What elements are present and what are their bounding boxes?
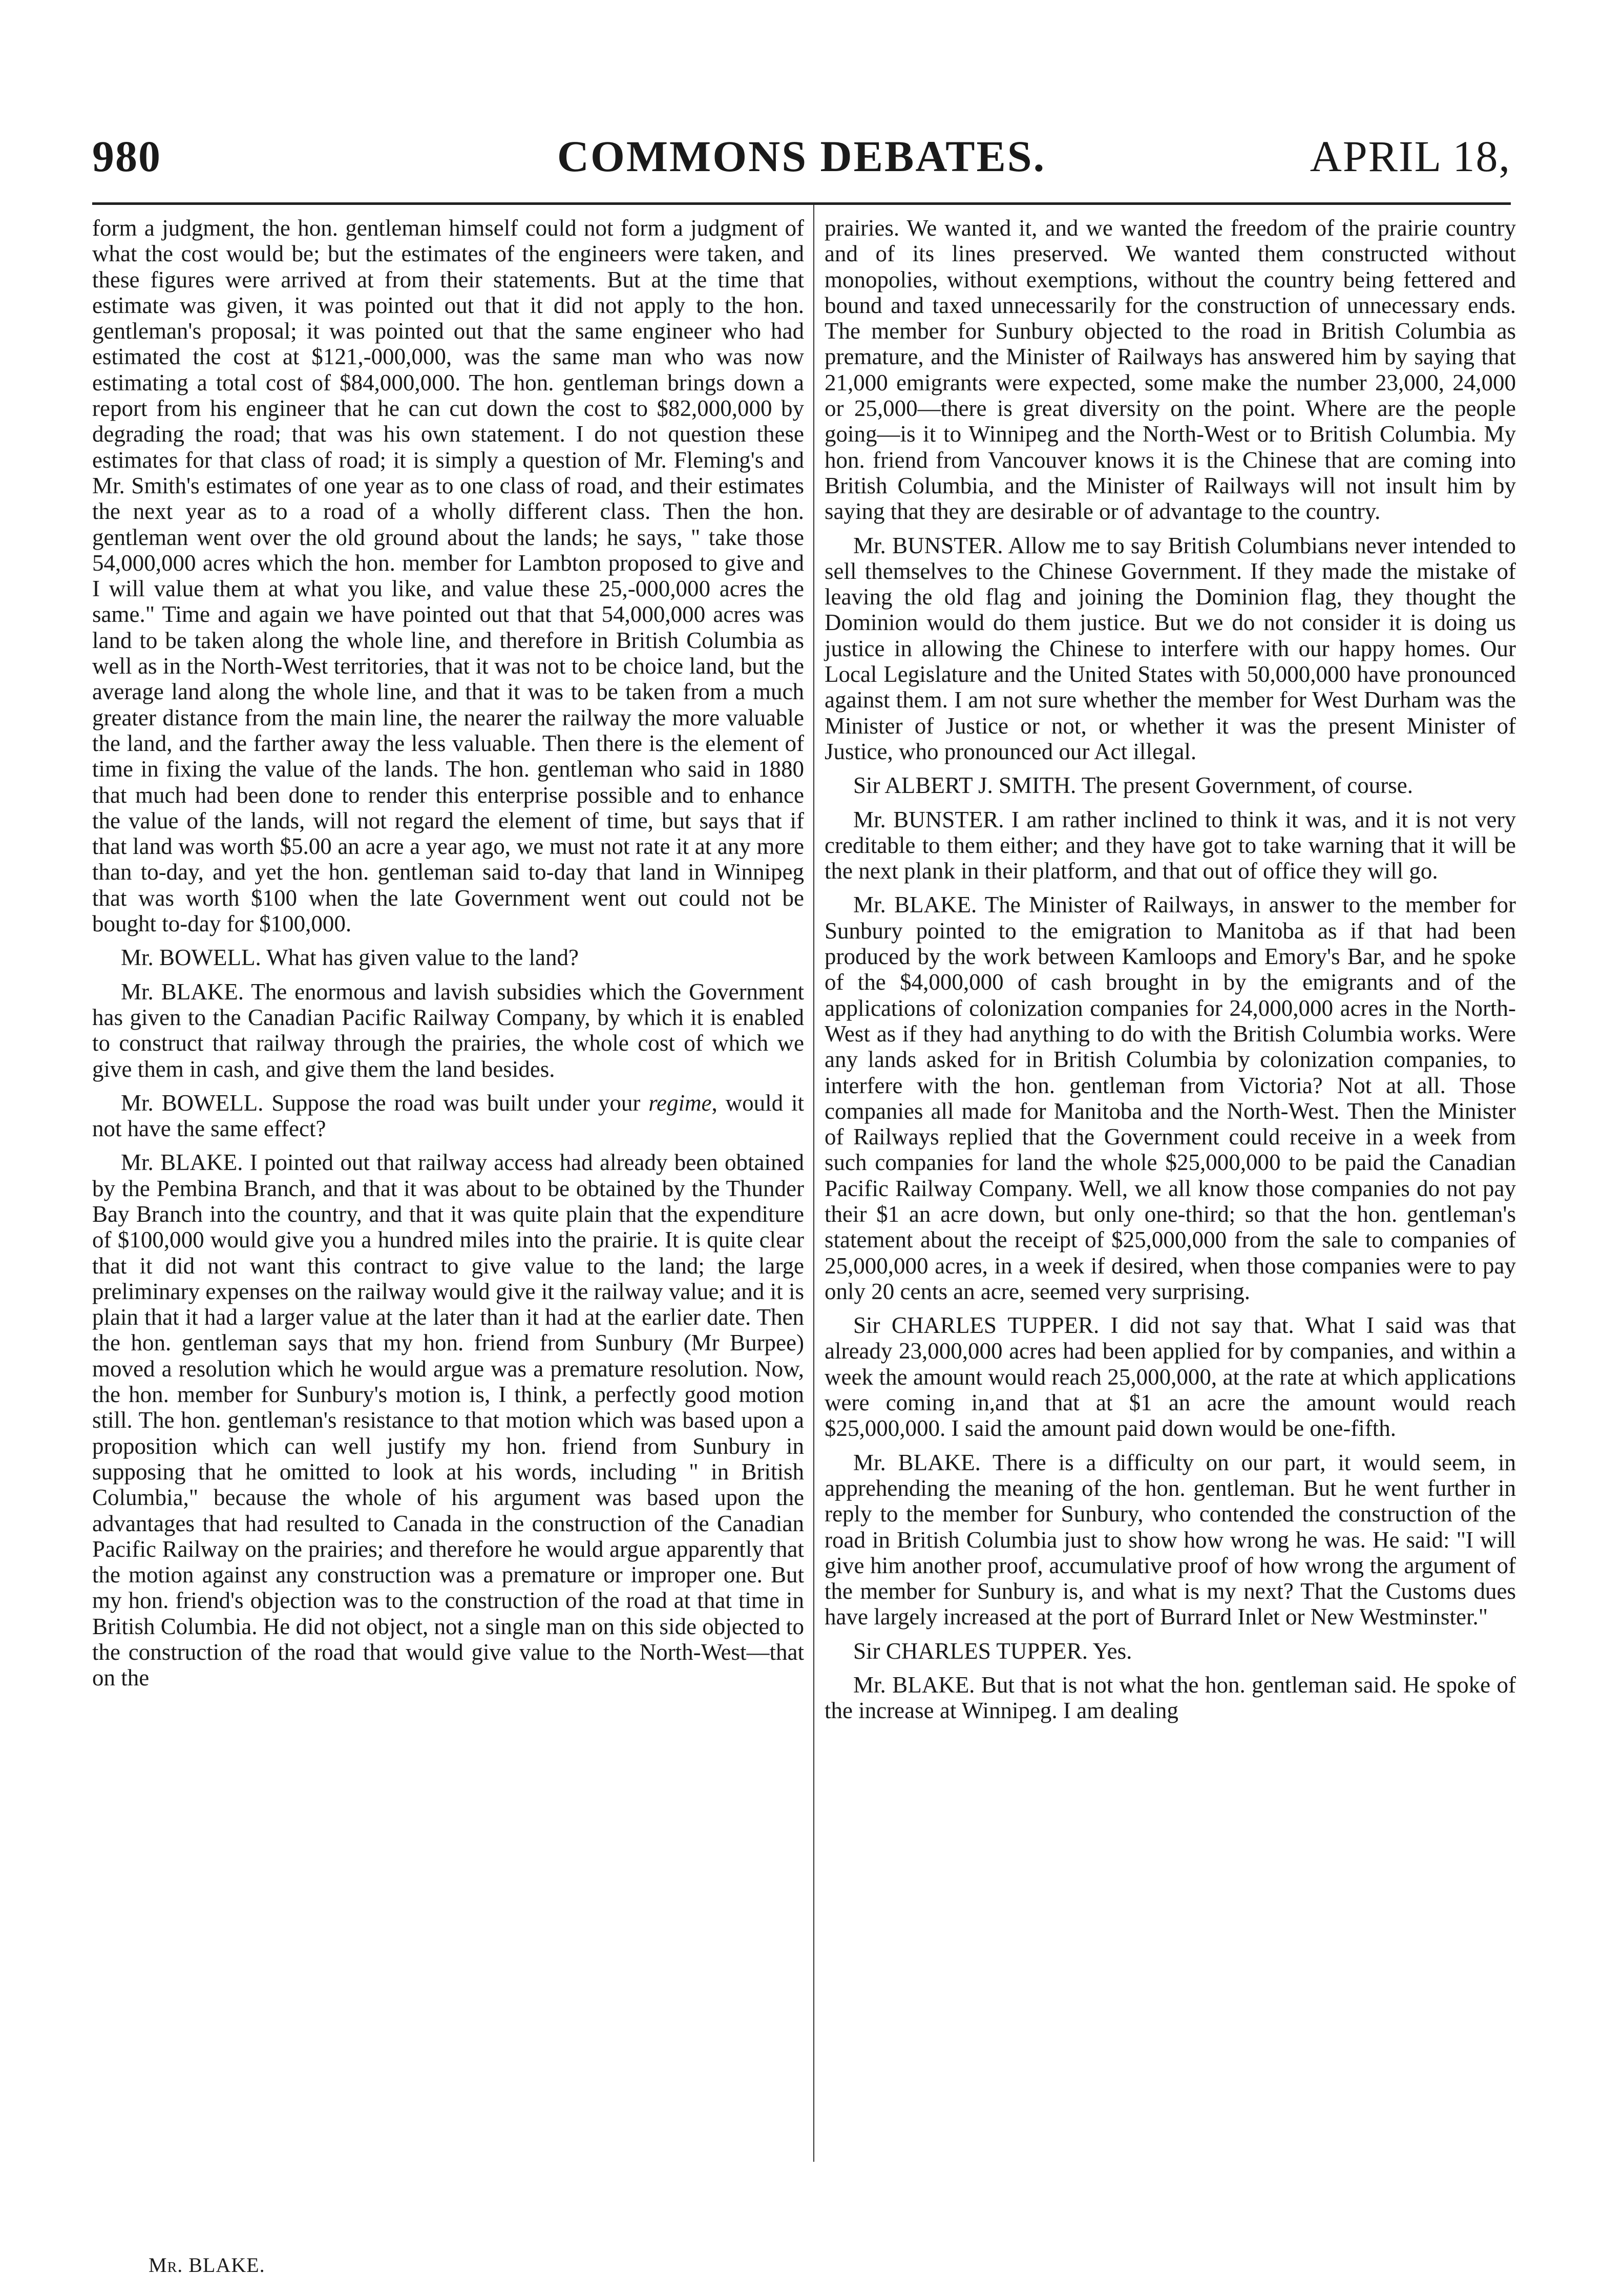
paragraph-text: Yes. bbox=[1092, 1638, 1132, 1664]
paragraph-text: prairies. We wanted it, and we wanted the freedom of the prairie country and of its lines preserved. We wanted them constructed without monopolies, without exemptions, without the country being fettered and bound and taxed unnecessarily for the construction of unnecessary ends. The member for Sunbury objected to the road in British Columbia as premature, and the Minister of Railways has answered him by saying that 21,000 emigrants were expected, some make the number 23,000, 24,000 or 25,000—there is great diversity on the point. Where are the people going—is it to Winnipeg and the North-West or to British Columbia. My hon. friend from Vancouver knows it is the Chinese that are coming into British Columbia, and the Minister of Railways will not insult him by saying that they are desirable or of advantage to the country. bbox=[825, 215, 1516, 525]
speaker-name: Mr. BOWELL. bbox=[121, 945, 261, 971]
paragraph-text: The enormous and lavish subsidies which the Government has given to the Canadian Pacific Railway Company, by which it is enabled to construct that railway through the prairies, the whole cost of which we give them in cash, and give them the land besides. bbox=[92, 978, 805, 1082]
paragraph-text: form a judgment, the hon. gentleman himself could not form a judgment of what the cost would be; but the estimates of the engineers were taken, and these figures were arrived at from their statements. But at the time that estimate was given, it was pointed out that it did not apply to the hon. gentleman's proposal; it was pointed out that the same engineer who had estimated the cost at $121,-000,000, was the same man who was now estimating a total cost of $84,000,000. The hon. gentleman brings down a report from his engineer that he can cut down the cost to $82,000,000 by degrading the road; that was his own statement. I do not question these estimates for that class of road; it is simply a question of Mr. Fleming's and Mr. Smith's estimates of one year as to one class of road, and their estimates the next year as to a road of a wholly different class. Then the hon. gentleman went over the old ground about the lands; he says, " take those 54,000,000 acres which the hon. member for Lambton proposed to give and I will value them at what you like, and value these 25,-000,000 acres the same." Time and again we have pointed out that that 54,000,000 acres was land to be taken along the whole line, and therefore in British Columbia as well as in the North-West territories, that it was not to be choice land, but the average land along the whole line, and that it was to be taken from a much greater distance from the main line, the nearer the railway the more valuable the land, and the farther away the less valuable. Then there is the element of time in fixing the value of the lands. The hon. gentleman who said in 1880 that much had been done to render this enterprise possible and to enhance the value of the lands, will not regard the element of time, but says that if that land was worth $5.00 an acre a year ago, we must not rate it at any more than to-day, and yet the hon. gentleman said to-day that land in Winnipeg that was worth $100 when the late Government went out could not be bought to-day for $100,000. bbox=[92, 215, 804, 937]
header-rule bbox=[92, 202, 1511, 205]
paragraph-text: There is a difficulty on our part, it would seem, in apprehending the meaning of the hon. gentleman. But he went further in reply to the member for Sunbury, who contended the construction of the road in British Columbia just to show how wrong he was. He said: "I will give him another proof, accumulative proof of how wrong the argument of the member for Sunbury is, and what is my next? That the Customs dues have largely increased at the port of Burrard Inlet or New Westminster." bbox=[825, 1449, 1516, 1630]
speaker-name: Sir CHARLES TUPPER. bbox=[853, 1312, 1100, 1339]
paragraph-text: I am rather inclined to think it was, and it is not very creditable to them either; and they have got to take warning that it will be the next plank in their platform, and that out of office they will go. bbox=[825, 806, 1516, 884]
paragraph bbox=[92, 979, 804, 1082]
speaker-name: Sir CHARLES TUPPER. bbox=[853, 1638, 1088, 1664]
paragraph-text: Suppose the road was built under your regime, would it not have the same effect? bbox=[92, 1090, 804, 1142]
paragraph bbox=[92, 1150, 804, 1690]
speaker-name: Mr. BOWELL. bbox=[121, 1090, 264, 1116]
paragraph bbox=[92, 215, 804, 936]
paragraph bbox=[92, 1090, 804, 1142]
left-column bbox=[92, 215, 804, 1699]
speaker-name: Mr. BLAKE. bbox=[853, 1672, 975, 1698]
paragraph bbox=[825, 1312, 1516, 1441]
paragraph-text: The present Government, of course. bbox=[1081, 773, 1413, 799]
right-column bbox=[825, 215, 1516, 1732]
page-header bbox=[92, 131, 1511, 197]
paragraph-text: I pointed out that railway access had already been obtained by the Pembina Branch, and that it was about to be obtained by the Thunder Bay Branch into the country, and that it was quite plain that the expenditure of $100,000 would give you a hundred miles into the prairie. It is quite clear that it did not want this contract to give value to the land; the large preliminary expenses on the railway would give it the railway value; and it is plain that it had a larger value at the later than it had at the earlier date. Then the hon. gentleman says that my hon. friend from Sunbury (Mr Burpee) moved a resolution which he would argue was a premature resolution. Now, the hon. member for Sunbury's motion is, I think, a perfectly good motion still. The hon. gentleman's resistance to that motion which was based upon a proposition which can well justify my hon. friend from Sunbury in supposing that he omitted to look at his words, including " in British Columbia," because the whole of his argument was based upon the advantages that had resulted to Canada in the construction of the Canadian Pacific Railway on the prairies; and therefore he would argue apparently that the motion against any construction was a premature or improper one. But my hon. friend's objection was to the construction of the road at that time in British Columbia. He did not object, not a single man on this side objected to the construction of the road that would give value to the North-West—that on the bbox=[92, 1150, 805, 1691]
paragraph bbox=[825, 533, 1516, 765]
speaker-name: Sir ALBERT J. SMITH. bbox=[853, 773, 1077, 799]
speaker-name: Mr. BUNSTER. bbox=[853, 806, 1004, 832]
paragraph-text: The Minister of Railways, in answer to the member for Sunbury pointed to the emigration to Manitoba as if that had been produced by the work between Kamloops and Emory's Bar, and he spoke of the $4,000,000 of cash brought in by the emigrants and of the applications of colonization companies for 24,000,000 acres in the North-West as if they had anything to do with the British Columbia works. Were any lands asked for in British Columbia by colonization companies, to interfere with the hon. gentleman from Victoria? Not at all. Those companies all made for Manitoba and the North-West. Then the Minister of Railways replied that the Government could receive in a week from such companies for land the whole $25,000,000 to be paid the Canadian Pacific Railway Company. Well, we all know those companies do not pay their $1 an acre down, but only one-third; so that the hon. gentleman's statement about the receipt of $25,000,000 from the sale to companies of 25,000,000 acres, in a week if desired, when those companies were to pay only 20 cents an acre, seemed very surprising. bbox=[825, 892, 1516, 1304]
paragraph bbox=[825, 892, 1516, 1304]
paragraph bbox=[92, 945, 804, 970]
paragraph-text: What has given value to the land? bbox=[266, 945, 579, 971]
footer-speaker-ref: Mr. BLAKE. bbox=[149, 2253, 265, 2277]
paragraph bbox=[825, 215, 1516, 525]
paragraph-text: Allow me to say British Columbians never intended to sell themselves to the Chinese Government. If they made the mistake of leaving the old flag and joining the Dominion flag, they thought the Dominion would do them justice. But we do not consider it is doing us justice in allowing the Chinese to interfere with our happy homes. Our Local Legislature and the United States with 50,000,000 have pronounced against them. I am not sure whether the member for West Durham was the Minister of Justice or not, or whether it was the present Minister of Justice, who pronounced our Act illegal. bbox=[825, 532, 1516, 764]
column-divider bbox=[813, 205, 814, 2162]
paragraph-text: But that is not what the hon. gentleman said. He spoke of the increase at Winnipeg. I am dealing bbox=[825, 1672, 1516, 1724]
publication-title: COMMONS DEBATES. bbox=[557, 132, 1046, 181]
header-date: APRIL 18, bbox=[1310, 132, 1511, 181]
speaker-name: Mr. BLAKE. bbox=[121, 978, 244, 1005]
paragraph bbox=[825, 773, 1516, 798]
speaker-name: Mr. BLAKE. bbox=[853, 892, 977, 918]
page-number: 980 bbox=[92, 132, 161, 181]
paragraph bbox=[825, 1638, 1516, 1664]
speaker-name: Mr. BLAKE. bbox=[121, 1150, 243, 1176]
speaker-name: Mr. BUNSTER. bbox=[853, 532, 1003, 558]
paragraph-text: I did not say that. What I said was that already 23,000,000 acres had been applied for by companies, and within a week the amount would reach 25,000,000, at the rate at which applications were coming in,and that at $1 an acre the amount would reach $25,000,000. I said the amount paid down would be one-fifth. bbox=[825, 1312, 1516, 1442]
paragraph bbox=[825, 1450, 1516, 1630]
paragraph bbox=[825, 807, 1516, 884]
paragraph bbox=[825, 1672, 1516, 1724]
speaker-name: Mr. BLAKE. bbox=[853, 1449, 981, 1475]
